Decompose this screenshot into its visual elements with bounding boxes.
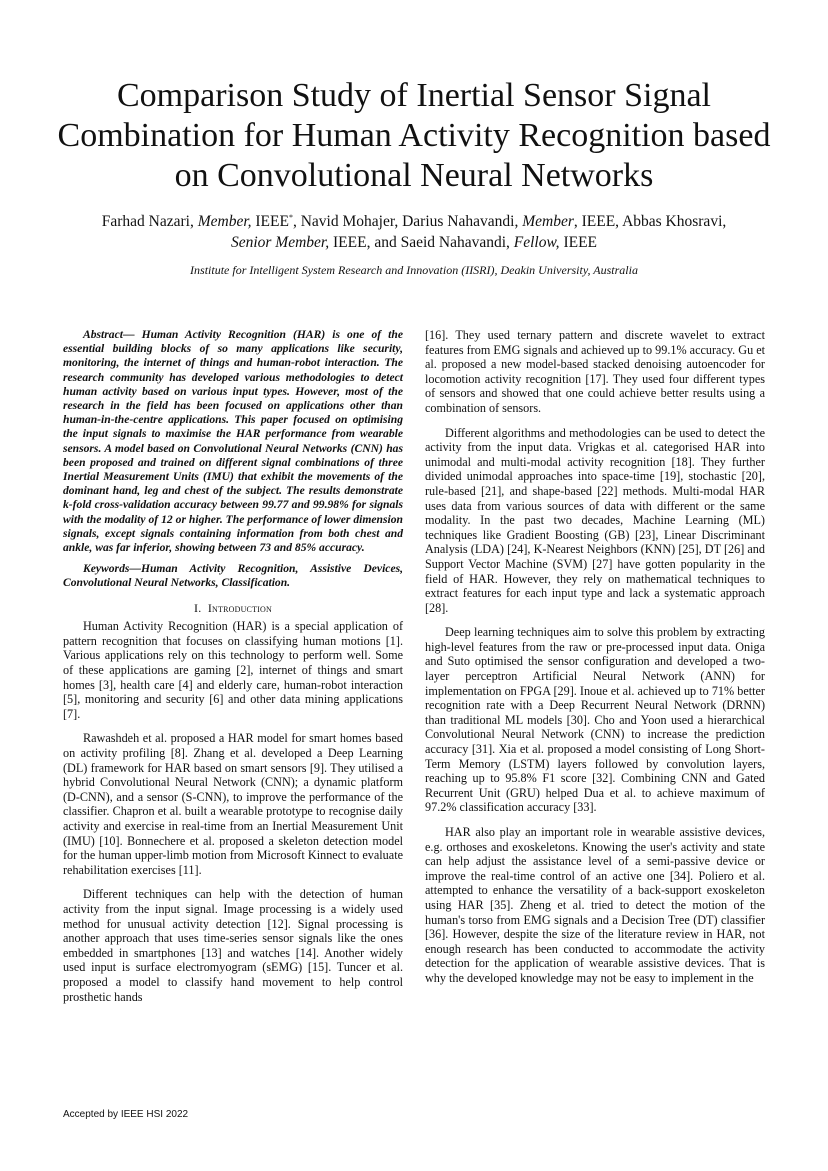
author-text: , Navid Mohajer, Darius Nahavandi, xyxy=(292,213,523,231)
affiliation: Institute for Intelligent System Research and Innovation (IISRI), Deakin University, Australia xyxy=(190,263,638,277)
keywords-label: Keywords xyxy=(83,562,130,576)
paragraph: [16]. They used ternary pattern and discrete wavelet to extract features from EMG signals and achieved up to 99.1% accuracy. Gu et al. proposed a new model-based stacked denoising autoencoder for locomotion activity recognition [17]. They used four different types of sensors and showed that one could achieve better results using a combination of sensors. xyxy=(425,328,765,415)
author-list xyxy=(50,207,778,253)
author-text: Farhad Nazari, xyxy=(101,213,198,231)
section-numeral: I. xyxy=(194,600,202,615)
corresponding-mark: * xyxy=(288,213,293,222)
footer-note: Accepted by IEEE HSI 2022 xyxy=(63,1109,189,1120)
author-membership: Member, xyxy=(197,213,252,231)
keywords-text: Human Activity Recognition, Assistive Devices, Convolutional Neural Networks, Classification. xyxy=(63,562,403,590)
paragraph: Deep learning techniques aim to solve this problem by extracting high-level features from the raw or pre-processed input data. Oniga and Suto optimised the sensor configuration and developed a two-layer perceptron Artificial Neural Network (ANN) for implementation on FPGA [29]. Inoue et al. achieved up to 71% better recognition rate with a Deep Recurrent Neural Network (DRNN) than traditional ML models [30]. Cho and Yoon used a hierarchical Convolutional Neural Network (CNN) to increase the prediction accuracy [31]. Xia et al. proposed a model consisting of Long Short-Term Memory (LSTM) layers followed by convolution layers, reaching up to 95.8% F1 score [32]. Combining CNN and Gated Recurrent Unit (GRU) helped Dua et al. to achieve maximum of 97.2% classification accuracy [33]. xyxy=(425,625,765,815)
author-membership: Senior Member, xyxy=(230,234,330,252)
paragraph: HAR also play an important role in wearable assistive devices, e.g. orthoses and exoskeletons. Knowing the user's activity and state can help adjust the assistance level of a semi-passive device or improve the real-time control of an active one [34]. Poliero et al. attempted to enhance the versatility of a back-support exoskeleton using HAR [35]. Zheng et al. tried to detect the motion of the human's torso from EMG signals and a Decision Tree (DT) classifier [36]. However, despite the size of the literature review in HAR, not enough research has been conducted to accommodate the activity detection for the application of wearable assistive devices. That is why the developed knowledge may not be easy to implement in the xyxy=(425,825,765,985)
author-membership: Fellow, xyxy=(513,234,560,252)
left-column xyxy=(63,328,403,1014)
author-text: IEEE xyxy=(251,213,289,231)
author-line-2 xyxy=(50,232,778,253)
section-title: Introduction xyxy=(207,600,272,615)
paragraph: Different algorithms and methodologies can be used to detect the activity from the input data. Vrigkas et al. categorised HAR into unimodal and multi-modal activity recognition [18]. They further divided unimodal approaches into space-time [19], stochastic [20], rule-based [21], and shape-based [22] methods. Multi-modal HAR uses data from various sources of data with different or the same modality. In the past two decades, Machine Learning (ML) techniques like Gradient Boosting (GB) [23], Linear Discriminant Analysis (LDA) [24], K-Nearest Neighbors (KNN) [25], DT [26] and Support Vector Machine (SVM) [27] have gotten popularity in the field of HAR. However, they rely on mathematical techniques to extract features for each input type and lack a systematic approach [28]. xyxy=(425,425,765,615)
author-text: , IEEE, Abbas Khosravi, xyxy=(573,213,727,231)
abstract-label: Abstract xyxy=(83,328,123,341)
author-membership: Member xyxy=(522,213,574,231)
section-heading xyxy=(63,601,403,616)
abstract-text: Human Activity Recognition (HAR) is one of the essential building blocks of so many applications like security, monitoring, the internet of things and human-robot interaction. The research community has developed various methodologies to detect human activity based on various input types. However, most of the research in the field has been focused on applications other than human-in-the-centre applications. This paper focused on optimising the input signals to maximise the HAR performance from wearable sensors. A model based on Convolutional Neural Networks (CNN) has been proposed and trained on different signal combinations of three Inertial Measurement Units (IMU) that exhibit the movements of the dominant hand, leg and chest of the subject. The results demonstrate k-fold cross-validation accuracy between 99.77 and 99.98% for signals with the modality of 12 or higher. The performance of lower dimension signals, except signals containing information from both chest and ankle, was far inferior, showing between 73 and 85% accuracy. xyxy=(63,328,403,555)
keywords: Keywords—Human Activity Recognition, Assistive Devices, Convolutional Neural Networks, Classification. xyxy=(63,562,403,590)
paragraph: Rawashdeh et al. proposed a HAR model for smart homes based on activity profiling [8]. Zhang et al. developed a Deep Learning (DL) framework for HAR based on smart sensors [9]. They utilised a hybrid Convolutional Neural Network (CNN); a dynamic platform (D-CNN), and a sensor (S-CNN), to improve the performance of the classifier. Chapron et al. built a wearable prototype to recognise daily activity and exercise in real-time from an Inertial Measurement Unit (IMU) [10]. Bonnechere et al. proposed a skeleton detection model for the human upper-limb motion from Microsoft Kinnect to evaluate rehabilitation exercises [11]. xyxy=(63,731,403,877)
paragraph: Human Activity Recognition (HAR) is a special application of pattern recognition that focuses on classifying human motions [1]. Various applications rely on this technology to perform well. Some of these applications are gaming [2], internet of things and smart homes [3], health care [4] and elderly care, human-robot interaction [5], monitoring and security [6] and other data mining applications [7]. xyxy=(63,619,403,721)
author-text: IEEE, and Saeid Nahavandi, xyxy=(329,234,514,252)
paper-title: Comparison Study of Inertial Sensor Signal Combination for Human Activity Recognition based on Convolutional Neural Networks xyxy=(57,77,771,194)
abstract: Abstract— Human Activity Recognition (HAR) is one of the essential building blocks of so many applications like security, monitoring, the internet of things and human-robot interaction. The research community has developed various methodologies to detect human activity based on various input types. However, most of the research in the field has been focused on applications other than human-in-the-centre applications. This paper focused on optimising the input signals to maximise the HAR performance from wearable sensors. A model based on Convolutional Neural Networks (CNN) has been proposed and trained on different signal combinations of three Inertial Measurement Units (IMU) that exhibit the movements of the dominant hand, leg and chest of the subject. The results demonstrate k-fold cross-validation accuracy between 99.77 and 99.98% for signals with the modality of 12 or higher. The performance of lower dimension signals, except signals containing information from both chest and ankle, was far inferior, showing between 73 and 85% accuracy. xyxy=(63,328,403,555)
author-text: IEEE xyxy=(559,234,598,252)
paragraph: Different techniques can help with the detection of human activity from the input signal. Image processing is a widely used method for unusual activity detection [12]. Signal processing is another approach that uses time-series sensor signals like the ones embedded in smartphones [13] and watches [14]. Another widely used input is surface electromyogram (sEMG) [15]. Tuncer et al. proposed a model to classify hand movement to help control prosthetic hands xyxy=(63,887,403,1004)
right-column xyxy=(425,328,765,996)
author-line-1 xyxy=(50,207,778,232)
